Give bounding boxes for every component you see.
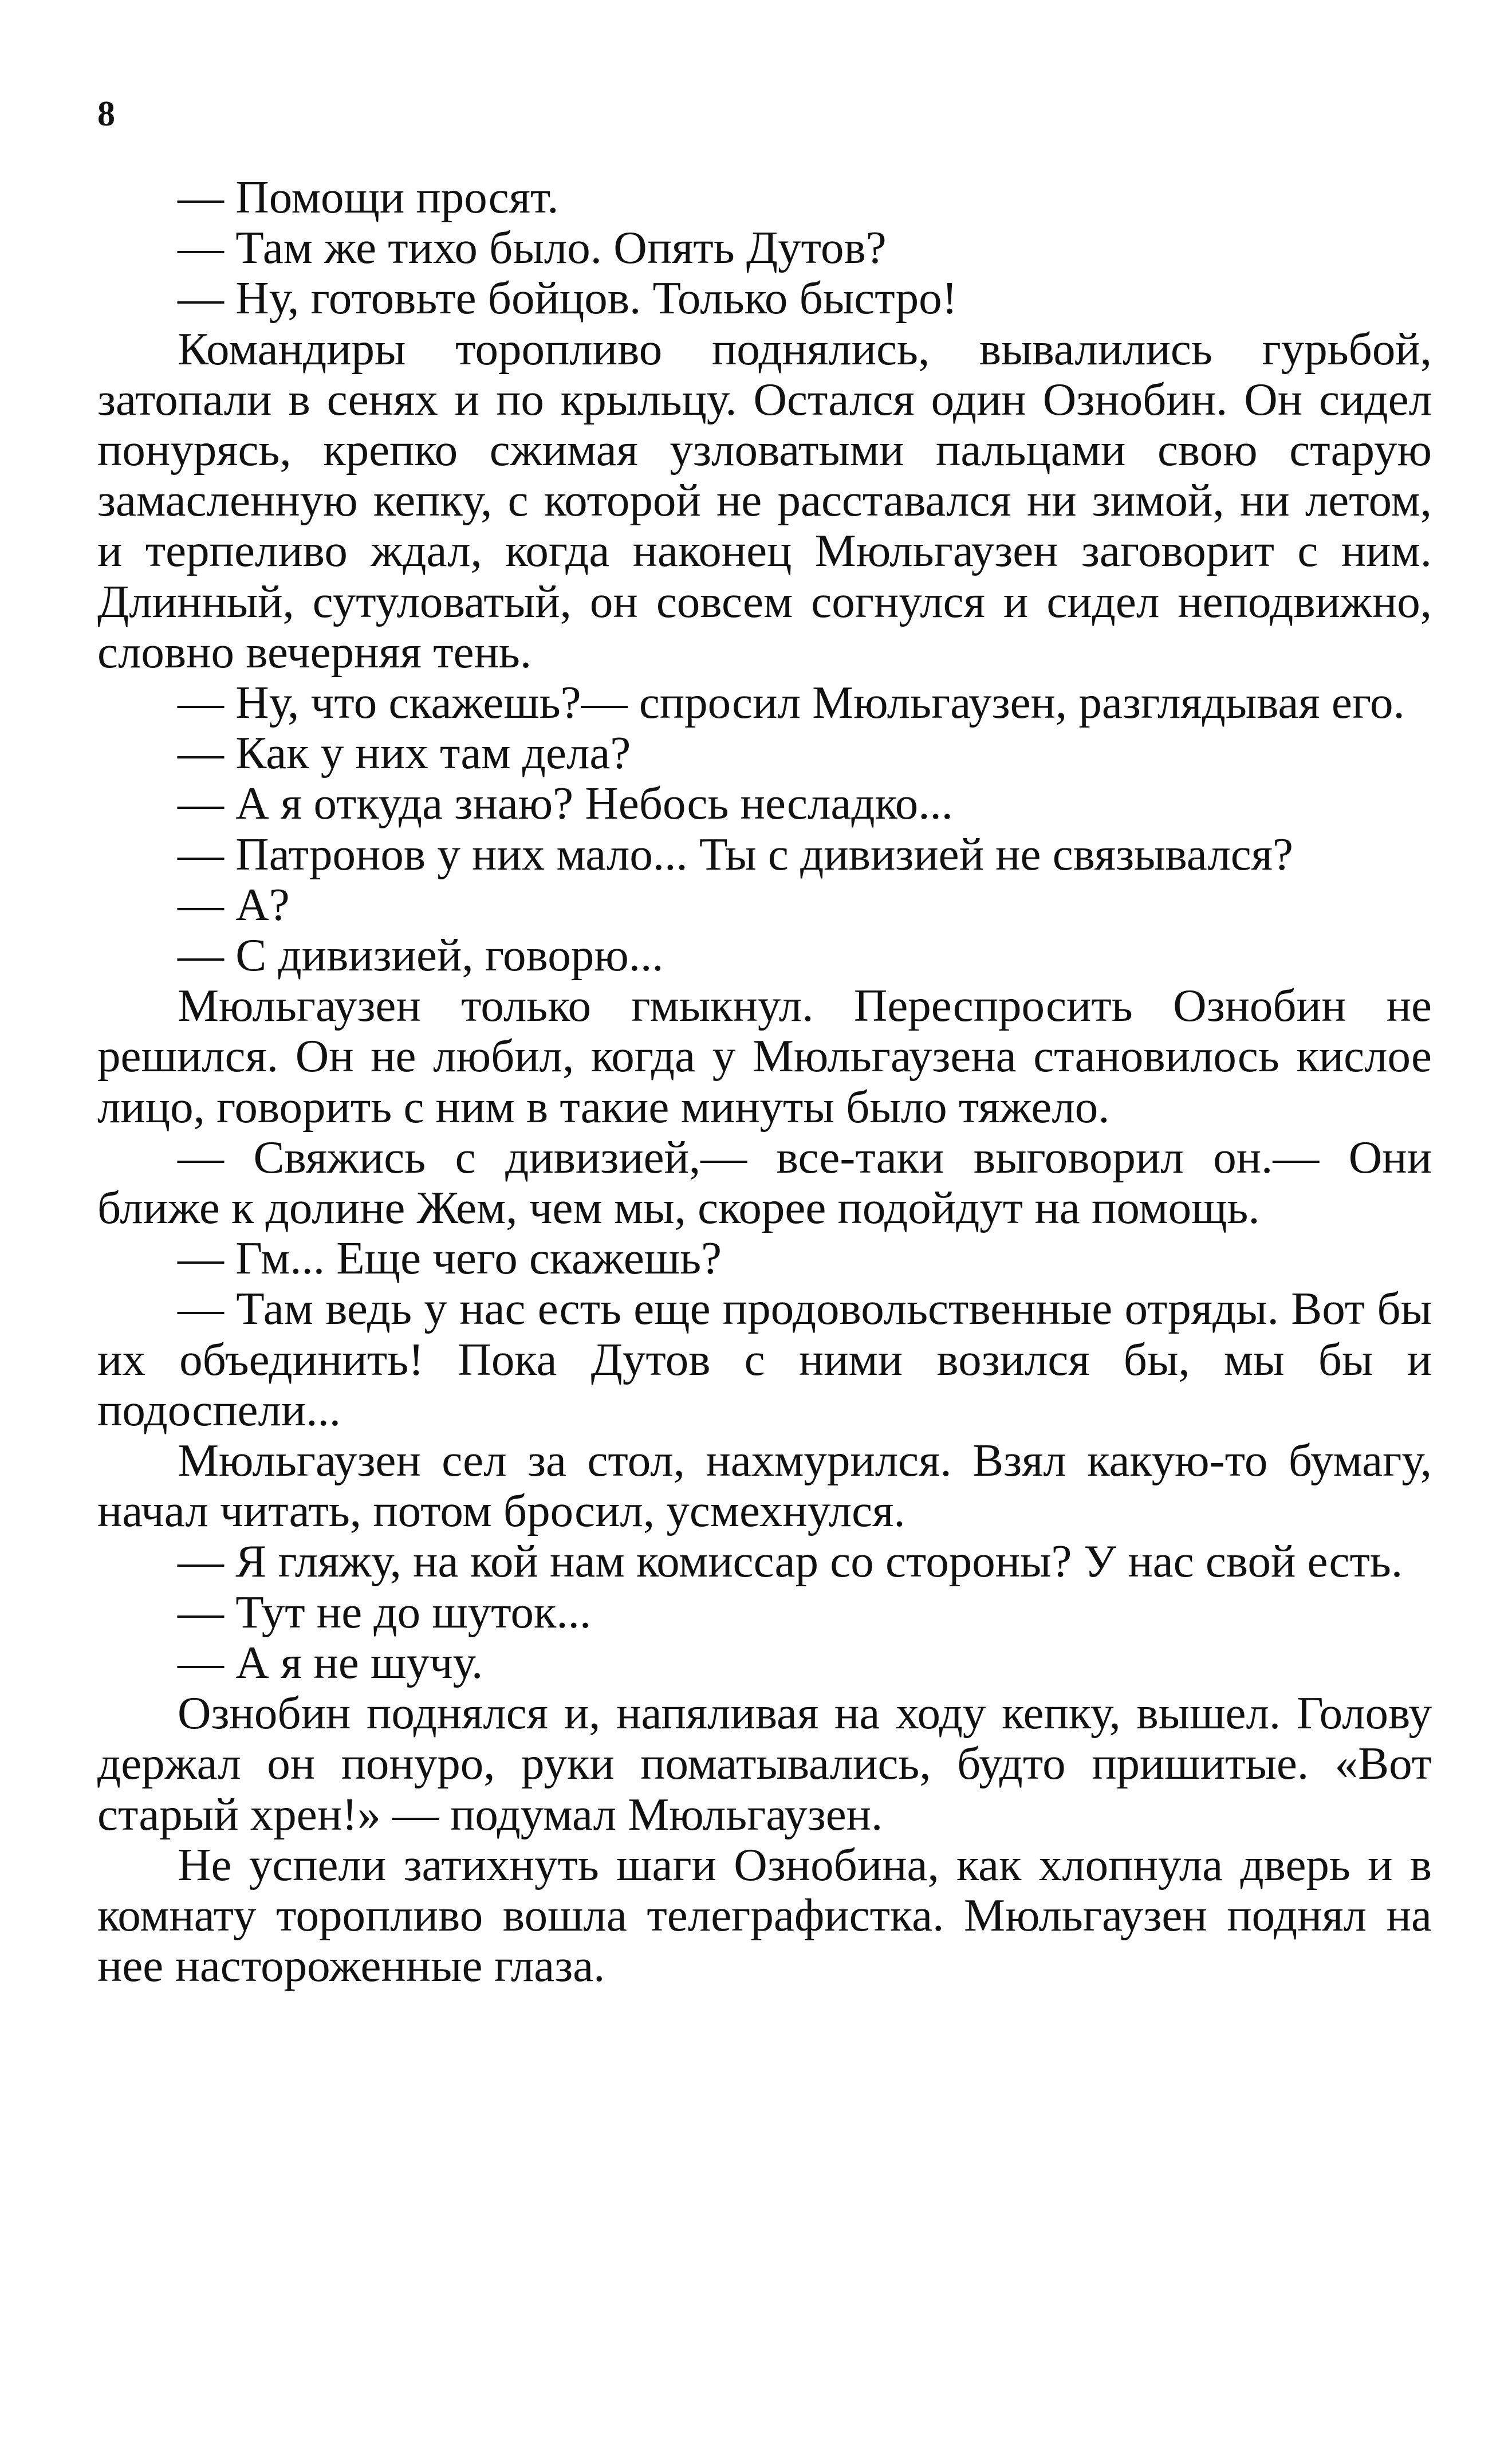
paragraph: — Ну, что скажешь?— спросил Мюльгаузен, разглядывая его. <box>178 677 1405 729</box>
paragraph: Командиры торопливо поднялись, вывалились гурьбой, затопали в сенях и по крыльцу. Остался один Ознобин. Он сидел понурясь, крепко сжимая узловатыми пальцами свою старую замасленную кепку, с которой не расставался ни зимой, ни летом, и терпеливо ждал, когда наконец Мюльгаузен заговорит с ним. Длинный, сутуловатый, он совсем согнулся и сидел неподвижно, словно вечерняя тень. <box>97 323 1432 678</box>
paragraph: — Гм... Еще чего скажешь? <box>178 1232 722 1284</box>
paragraph: Ознобин поднялся и, напяливая на ходу кепку, вышел. Голову держал он понуро, руки поматывались, будто пришитые. «Вот старый хрен!» — подумал Мюльгаузен. <box>97 1687 1432 1840</box>
paragraph: — Патронов у них мало... Ты с дивизией не связывался? <box>178 828 1293 880</box>
paragraph: Мюльгаузен только гмыкнул. Переспросить Ознобин не решился. Он не любил, когда у Мюльгаузена становилось кислое лицо, говорить с ним в такие минуты было тяжело. <box>97 980 1432 1133</box>
paragraph: Мюльгаузен сел за стол, нахмурился. Взял какую-то бумагу, начал читать, потом бросил, усмехнулся. <box>97 1434 1432 1537</box>
body-text <box>97 172 1432 1991</box>
paragraph: — Ну, готовьте бойцов. Только быстро! <box>178 272 958 324</box>
paragraph: — Там ведь у нас есть еще продовольственные отряды. Вот бы их объединить! Пока Дутов с ними возился бы, мы бы и подоспели... <box>97 1283 1432 1436</box>
paragraph: — Свяжись с дивизией,— все-таки выговорил он.— Они ближе к долине Жем, чем мы, скорее подойдут на помощь. <box>97 1131 1432 1234</box>
paragraph: — Как у них там дела? <box>178 727 631 779</box>
paragraph: — С дивизией, говорю... <box>178 929 664 981</box>
paragraph: — А? <box>178 878 290 930</box>
paragraph: — Там же тихо было. Опять Дутов? <box>178 222 887 274</box>
page-number: 8 <box>97 95 115 133</box>
paragraph: — А я откуда знаю? Небось несладко... <box>178 777 954 830</box>
paragraph: — Тут не до шуток... <box>178 1586 592 1638</box>
paragraph: — Помощи просят. <box>178 171 559 223</box>
paragraph: — А я не шучу. <box>178 1636 483 1688</box>
paragraph: Не успели затихнуть шаги Ознобина, как хлопнула дверь и в комнату торопливо вошла телеграфистка. Мюльгаузен поднял на нее настороженные глаза. <box>97 1838 1432 1992</box>
paragraph: — Я гляжу, на кой нам комиссар со стороны? У нас свой есть. <box>178 1535 1403 1587</box>
